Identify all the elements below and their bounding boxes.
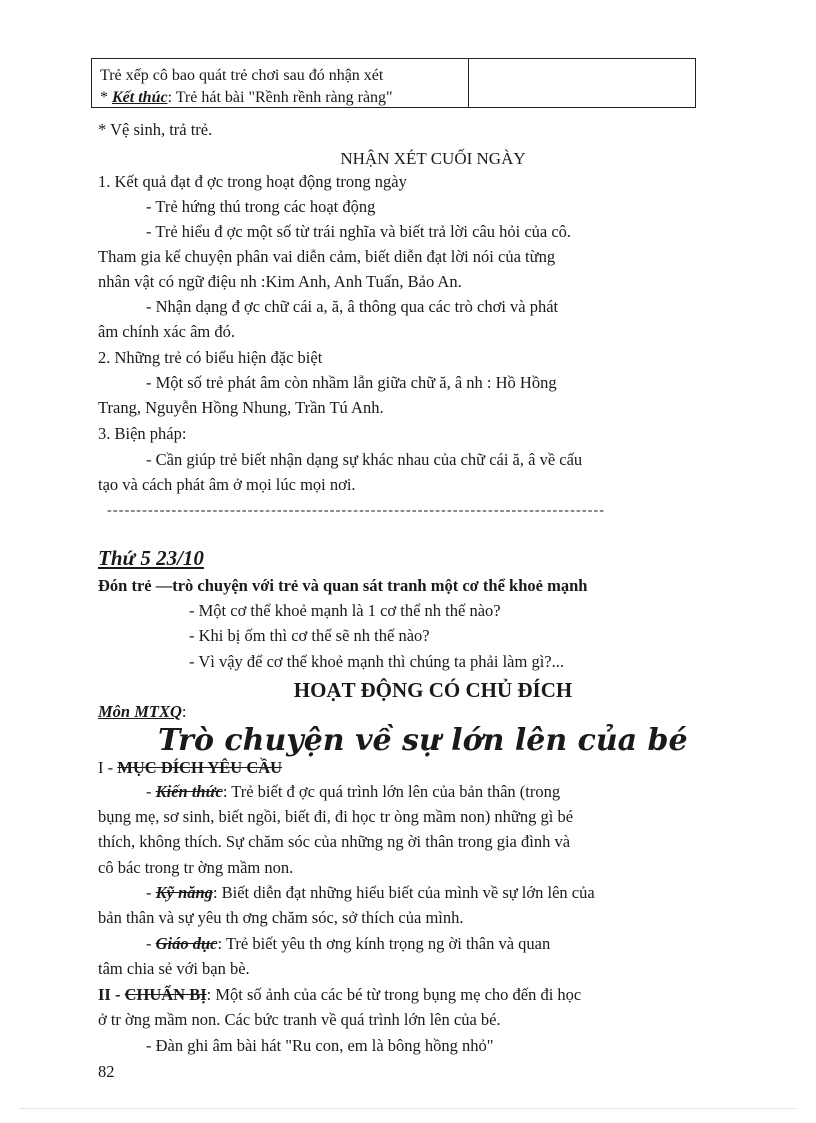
section-2-line (98, 985, 581, 1005)
bullet: * (100, 89, 112, 106)
table-row-text: Trẻ xếp cô bao quát trẻ chơi sau đó nhận xét (100, 67, 384, 84)
question-1: - Một cơ thể khoẻ mạnh là 1 cơ thể nh thế nào? (189, 601, 501, 620)
subject-label: Môn MTXQ (98, 702, 182, 721)
section-2-label: CHUẨN BỊ (124, 985, 207, 1004)
lesson-topic: Trò chuyện về sự lớn lên của bé (158, 723, 688, 758)
skill-cont: bản thân và sự yêu th ơng chăm sóc, sở thích của mình. (98, 908, 464, 927)
review-point-1b-cont2: nhân vật có ngữ điệu nh :Kim Anh, Anh Tuấn, Bảo An. (98, 272, 462, 291)
subject-line (98, 702, 187, 722)
review-point-1c-cont: âm chính xác âm đó. (98, 322, 235, 341)
education-line: - Giáo dục: Trẻ biết yêu th ơng kính trọng ng ời thân và quan (146, 934, 551, 953)
welcome-line: Đón trẻ —trò chuyện với trẻ và quan sát tranh một cơ thể khoẻ mạnh (98, 576, 588, 595)
knowledge-cont-3: cô bác trong tr ờng mầm non. (98, 858, 294, 877)
section-2-text: : Một số ảnh của các bé từ trong bụng mẹ cho đến đi học (206, 985, 582, 1004)
education-label: Giáo dục (155, 934, 218, 953)
review-point-1a: - Trẻ hứng thú trong các hoạt động (146, 197, 376, 216)
review-point-3: 3. Biện pháp: (98, 424, 187, 443)
knowledge-line: - Kiến thức: Trẻ biết đ ợc quá trình lớn lên của bản thân (trong (146, 782, 561, 801)
section-separator: ------------------------------------------------------------------------------------- (107, 503, 606, 518)
knowledge-text: : Trẻ biết đ ợc quá trình lớn lên của bản thân (trong (222, 782, 561, 801)
hygiene-line: * Vệ sinh, trả trẻ. (98, 120, 213, 139)
education-text: : Trẻ biết yêu th ơng kính trọng ng ời thân và quan (217, 934, 551, 953)
review-point-2a: - Một số trẻ phát âm còn nhầm lẫn giữa chữ ă, â nh : Hồ Hồng (146, 373, 557, 392)
review-point-2a-cont: Trang, Nguyễn Hồng Nhung, Trần Tú Anh. (98, 398, 384, 417)
review-point-3a: - Cần giúp trẻ biết nhận dạng sự khác nhau của chữ cái ă, â về cấu (146, 450, 583, 469)
table-column-divider (468, 59, 469, 107)
section-1-number: I - (98, 758, 118, 777)
day-heading: Thứ 5 23/10 (98, 546, 204, 570)
subject-colon: : (181, 702, 187, 721)
question-3: - Vì vậy để cơ thể khoẻ mạnh thì chúng ta phải làm gì?... (189, 652, 564, 671)
section-2-number: II - (98, 985, 125, 1004)
knowledge-cont-2: thích, không thích. Sự chăm sóc của những ng ời thân trong gia đình và (98, 832, 571, 851)
footer-rule (20, 1108, 796, 1109)
table-row-ending (100, 89, 393, 107)
skill-line: - Kỹ năng: Biết diễn đạt những hiểu biết của mình về sự lớn lên của (146, 883, 595, 902)
review-point-2: 2. Những trẻ có biểu hiện đặc biệt (98, 348, 323, 367)
section-2-cont: ở tr ờng mầm non. Các bức tranh về quá trình lớn lên của bé. (98, 1010, 501, 1029)
skill-text: : Biết diễn đạt những hiểu biết của mình về sự lớn lên của (212, 883, 595, 902)
review-point-1b-cont: Tham gia kể chuyện phân vai diễn cảm, biết diễn đạt lời nói của từng (98, 247, 556, 266)
section-2-item: - Đàn ghi âm bài hát "Ru con, em là bông hồng nhỏ" (146, 1036, 494, 1055)
knowledge-cont-1: bụng mẹ, sơ sinh, biết ngồi, biết đi, đi học tr òng mầm non) những gì bé (98, 807, 574, 826)
activity-table (91, 58, 696, 108)
skill-label: Kỹ năng (155, 883, 213, 902)
review-point-1c: - Nhận dạng đ ợc chữ cái a, ă, â thông qua các trò chơi và phát (146, 297, 559, 316)
section-1-heading (98, 758, 282, 778)
page-number: 82 (98, 1062, 115, 1081)
education-cont: tâm chia sẻ với bạn bè. (98, 959, 250, 978)
review-point-1: 1. Kết quả đạt đ ợc trong hoạt động trong ngày (98, 172, 407, 191)
review-title: NHẬN XÉT CUỐI NGÀY (340, 149, 526, 168)
question-2: - Khi bị ốm thì cơ thể sẽ nh thế nào? (189, 626, 430, 645)
section-1-label: MỤC ĐÍCH YÊU CẦU (117, 758, 283, 777)
review-point-1b: - Trẻ hiểu đ ợc một số từ trái nghĩa và biết trả lời câu hỏi của cô. (146, 222, 572, 241)
ending-label: Kết thúc (112, 89, 168, 106)
knowledge-label: Kiến thức (155, 782, 223, 801)
ending-text: : Trẻ hát bài "Rềnh rềnh ràng ràng" (167, 89, 393, 106)
review-point-3a-cont: tạo và cách phát âm ở mọi lúc mọi nơi. (98, 475, 356, 494)
activity-title: HOẠT ĐỘNG CÓ CHỦ ĐÍCH (293, 678, 573, 702)
